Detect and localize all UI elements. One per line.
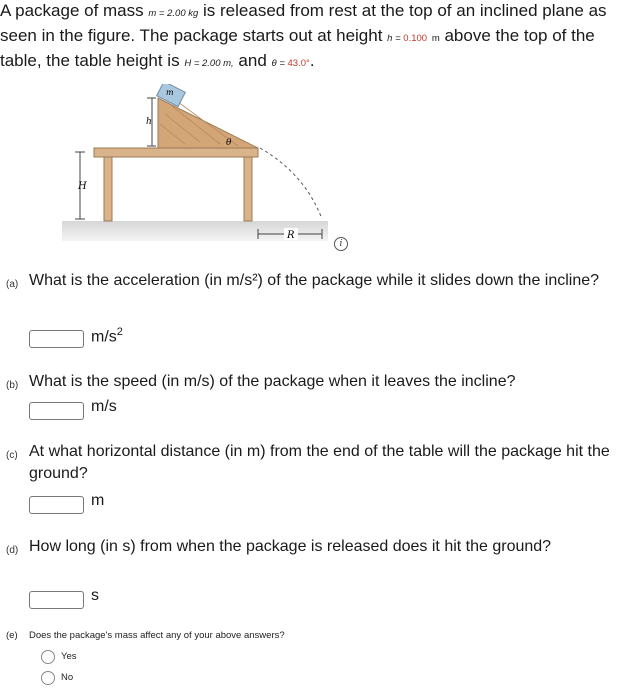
incline-figure [60,84,330,244]
answer-b-input[interactable] [29,402,84,420]
radio-yes[interactable] [41,650,55,664]
theta-label: θ [226,138,232,148]
h-label: h [146,117,152,127]
intro-text-2: is released from rest at the top of an inclined plane as seen in the figure. The package starts out at height [0,1,607,45]
intro-text-1: A package of mass [0,1,144,20]
question-c-text: At what horizontal distance (in m) from the end of the table will the package hit the ground? [29,443,610,482]
question-c-label: (c) [6,450,18,461]
answer-d-unit: s [91,587,99,604]
question-a-label: (a) [6,279,19,290]
radio-no-label: No [61,672,74,683]
H-label: H [78,181,87,192]
intro-text-4: and [238,51,267,70]
table-leg-right [244,157,252,221]
table-leg-left [104,157,112,221]
problem-statement [0,0,630,75]
table-top [94,148,258,157]
height-label: h = [387,33,404,44]
question-b-text: What is the speed (in m/s) of the package when it leaves the incline? [29,373,516,390]
height-unit: m [431,33,440,44]
question-a-text: What is the acceleration (in m/s²) of the package while it slides down the incline? [29,272,600,289]
table-height-value: H = 2.00 m, [184,58,234,69]
angle-label: θ = [271,58,288,69]
height-value: 0.100 [403,33,428,44]
R-label: R [287,230,295,241]
answer-a-input[interactable] [29,330,84,348]
answer-c-unit: m [91,492,105,509]
answer-b-unit: m/s [91,398,117,415]
question-e-label: (e) [6,630,18,641]
question-d-label: (d) [6,545,19,556]
angle-value: 43.0° [287,58,310,69]
intro-end: . [309,51,315,70]
radio-yes-label: Yes [61,651,77,662]
mass-value: m = 2.00 kg [148,8,199,19]
answer-d-input[interactable] [29,591,84,609]
question-d-text: How long (in s) from when the package is released does it hit the ground? [29,538,552,555]
answer-c-input[interactable] [29,496,84,514]
mass-label: m [166,88,174,97]
question-e-text: Does the package's mass affect any of your above answers? [29,630,285,641]
question-b-label: (b) [6,380,19,391]
trajectory [260,148,322,219]
answer-a-unit: $m/s^2$ [91,326,123,346]
intro-text-3: above the top of the table, the table height is [0,26,595,70]
radio-no[interactable] [41,671,55,685]
info-icon[interactable]: i [334,237,348,251]
incline-wedge [158,98,258,148]
